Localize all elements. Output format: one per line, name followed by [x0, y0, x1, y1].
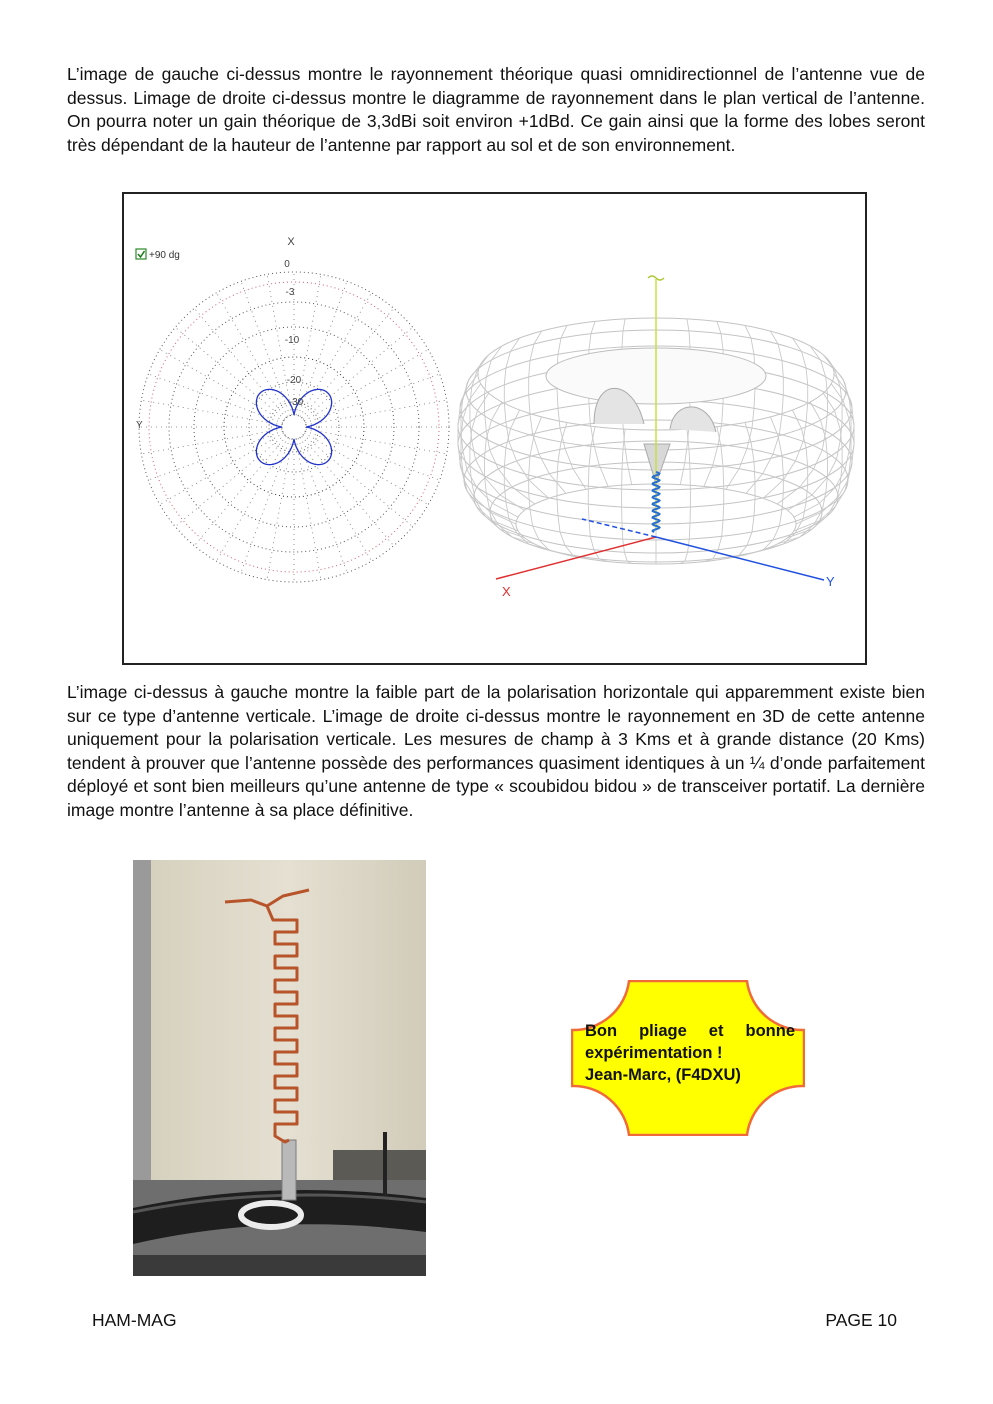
polar-rings	[139, 272, 449, 582]
x-axis-label: X	[502, 584, 511, 599]
polar-spoke	[302, 436, 394, 546]
radiation-pattern-graphics	[124, 194, 865, 663]
radiation-pattern-figure	[122, 192, 867, 665]
vertical-polarization-3d-plot	[458, 276, 854, 599]
callout-line-2: expérimentation !	[585, 1044, 723, 1062]
polar-ring	[149, 282, 439, 572]
intro-paragraph: L’image de gauche ci-dessus montre le rayonnement théorique quasi omnidirectionnel de l’antenne vue de dessus. Limage de droite ci-dessus montre le diagramme de rayonnement dans le plan vertical de l’antenne. On pourra noter un gain théorique de 3,3dBi soit environ +1dBd. Ce gain ainsi que la forme des lobes seront très dépendant de la hauteur de l’antenne par rapport au sol et de son environnement.	[67, 64, 925, 155]
footer-magazine-name: HAM-MAG	[92, 1310, 177, 1330]
checkbox-label: +90 dg	[149, 250, 180, 261]
polar-spoke	[148, 431, 282, 480]
y-axis-back-line	[582, 519, 656, 537]
polar-spoke	[175, 327, 285, 419]
signature-callout	[571, 980, 805, 1136]
y-axis-label: Y	[826, 574, 835, 589]
mesh-meridian	[726, 423, 755, 559]
polar-spoke	[241, 281, 290, 415]
ring-label-10: -10	[284, 335, 300, 346]
polar-spokes	[139, 272, 449, 582]
polar-ring	[139, 272, 449, 582]
antenna-photo	[133, 860, 426, 1276]
callout-text	[585, 1020, 795, 1086]
polar-spoke	[306, 400, 447, 425]
polar-spoke	[305, 374, 439, 423]
polar-spoke	[298, 438, 347, 572]
mesh-inner-lobe	[670, 407, 716, 432]
description-paragraph: L’image ci-dessus à gauche montre la faible part de la polarisation horizontale qui apparemment existe bien sur ce type d’antenne verticale. L’image de droite ci-dessus montre le rayonnement en 3D de cette antenne uniquement pour la polarisation verticale. Les mesures de champ à 3 Kms et à grande distance (20 Kms) tendent à prouver que l’antenne possède des performances quasiment identiques à un ¼ d’onde parfaitement déployé et sont bien meilleurs qu’une antenne de type « scoubidou bidou » de transceiver portatif. La dernière image montre l’antenne à sa place définitive.	[67, 682, 925, 820]
polar-ring	[249, 382, 339, 472]
polar-spoke	[194, 308, 286, 418]
mesh-meridian	[746, 331, 783, 493]
polar-spoke	[141, 400, 282, 425]
polar-spoke	[296, 439, 321, 580]
polar-spoke	[148, 374, 282, 423]
polar-spoke	[306, 429, 447, 454]
polar-plot	[136, 236, 449, 582]
mesh-meridian	[704, 321, 724, 486]
polar-spoke	[194, 436, 286, 546]
polar-spoke	[241, 438, 290, 572]
polar-spoke	[296, 274, 321, 415]
mesh-meridian	[529, 331, 566, 493]
footer-page-number: PAGE 10	[825, 1310, 897, 1330]
polar-spoke	[267, 439, 292, 580]
polar-spoke	[302, 308, 394, 418]
y-axis-line	[656, 537, 824, 580]
polar-spoke	[305, 431, 439, 480]
ring-label-30: -30	[288, 397, 304, 408]
ring-label-20: -20	[286, 375, 302, 386]
polar-spoke	[303, 435, 413, 527]
mesh-meridian	[557, 423, 586, 559]
polar-axis-x-label: X	[287, 236, 295, 248]
ring-label-3: -3	[285, 287, 295, 298]
polar-spoke	[175, 435, 285, 527]
antenna-photo-image	[133, 860, 426, 1276]
polar-spoke	[298, 281, 347, 415]
polar-spoke	[303, 327, 413, 419]
bnc-connector	[282, 1140, 296, 1200]
mesh-center-funnel	[644, 444, 670, 484]
polar-ring	[282, 415, 306, 439]
ring-label-0: 0	[284, 259, 290, 270]
callout-line-3: Jean-Marc, (F4DXU)	[585, 1066, 741, 1084]
polar-spoke	[141, 429, 282, 454]
x-axis-line	[496, 537, 656, 579]
polar-axis-y-label: Y	[136, 420, 143, 431]
callout-line-1: Bon pliage et bonne	[585, 1022, 795, 1040]
